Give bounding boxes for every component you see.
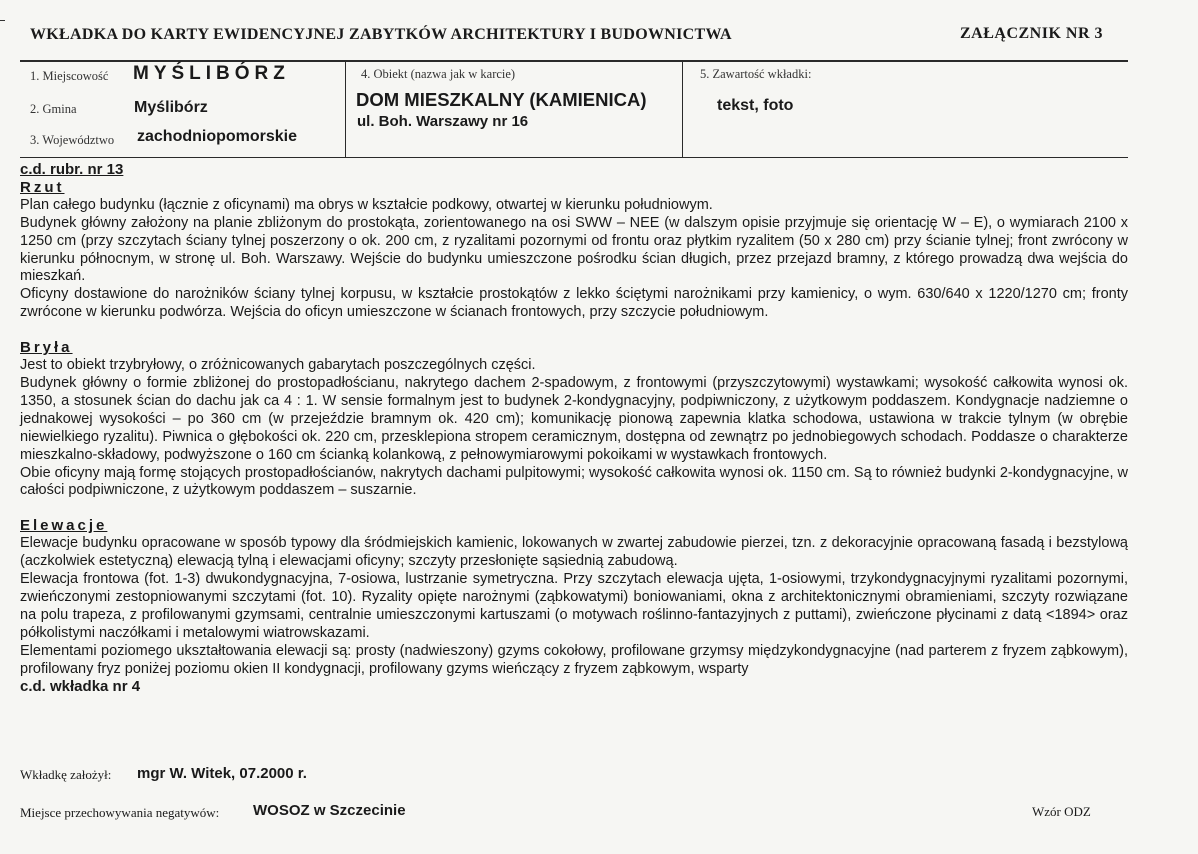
commune-label: 2. Gmina: [30, 102, 77, 116]
elewacje-paragraph-1: Elewacje budynku opracowane w sposób typowy dla śródmiejskich kamienic, lokowanych w zwartej zabudowie pierzei, tzn. z dekoracyjnie opracowaną fasadą i bezstylową (aczkolwiek estetyczną) elewacją tylną i elewacjami oficyny; szczyty przesłonięte sąsiednią zabudową.: [20, 535, 1128, 570]
next-insert-reference: c.d. wkładka nr 4: [20, 678, 141, 696]
object-label: 4. Obiekt (nazwa jak w karcie): [361, 67, 516, 81]
section-heading-elewacje: Elewacje: [20, 517, 108, 535]
elewacje-paragraph-2: Elewacja frontowa (fot. 1-3) dwukondygnacyjna, 7-osiowa, lustrzanie symetryczna. Przy szczytach elewacja ujęta, 1-osiowymi, trzykondygnacyjnymi ryzalitami pozornymi, zwieńczonymi zestopniowanymi szczytami (fot. 10). Ryzality opięte narożnymi (ząbkowatymi) boniowaniami, okna z architektonicznymi obramieniami, szczyty rozwiązane na polu trapeza, z profilowanymi gzymsami, centralnie umieszczonymi kartuszami (o motywach roślinno-fantazyjnych z puttami), zwieńczone płycinami z datą <1894> oraz półkolistymi naczółkami i metalowymi wiatrowskazami.: [20, 571, 1128, 641]
author-label: Wkładkę założył:: [20, 767, 112, 782]
author-value: mgr W. Witek, 07.2000 r.: [137, 765, 307, 782]
margin-tick: [0, 20, 5, 21]
rzut-paragraph-3: Oficyny dostawione do narożników ściany tylnej korpusu, w kształcie prostokątów z lekko ściętymi narożnikami przy kamienicy, o wym. 630/640 x 1220/1270 cm; fronty zwrócone w kierunku podwórza. Wejścia do oficyn umieszczone w ścianach frontowych, przy szczycie południowym.: [20, 286, 1128, 321]
table-top-rule: [20, 60, 1128, 62]
column-divider-1: [345, 61, 346, 157]
section-heading-bryla: Bryła: [20, 339, 73, 357]
commune-value: Myślibórz: [134, 99, 208, 116]
attachment-number: ZAŁĄCZNIK NR 3: [960, 25, 1104, 42]
bryla-paragraph-2: Budynek główny o formie zbliżonej do prostopadłościanu, nakrytego dachem 2-spadowym, z frontowymi (przyszczytowymi) wystawkami; wysokość całkowita wynosi ok. 1350, a stosunek ścian do dachu jak ca 4 : 1. W sensie formalnym jest to budynek 2-kondygnacyjny, podpiwniczony, z użytkowym poddaszem. Kondygnacje nadziemne o jednakowej wysokości – po 360 cm (w przejeździe bramnym ok. 420 cm); komunikację pionową zapewnia klatka schodowa, ustawiona w trakcie tylnym (w obrębie niewielkiego ryzalitu). Piwnica o głębokości ok. 220 cm, przesklepiona stropem ceramicznym, dostępna od zewnątrz po jednobiegowych schodach. Poddasze o charakterze mieszkalno-składowy, podwyższone o 160 cm ścianką kolankową, z pełnowymiarowymi pokoikami w wystawkach frontowych.: [20, 374, 1128, 463]
locality-value: MYŚLIBÓRZ: [133, 63, 290, 84]
template-code: Wzór ODZ: [1032, 804, 1091, 819]
bryla-paragraph-1: Jest to obiekt trzybryłowy, o zróżnicowanych gabarytach poszczególnych części.: [20, 357, 536, 374]
continuation-heading: c.d. rubr. nr 13: [20, 161, 124, 178]
description-body: [20, 161, 1128, 696]
elewacje-paragraph-3: Elementami poziomego ukształtowania elewacji są: prosty (nadwieszony) gzyms cokołowy, profilowane grzymsy międzykondygnacyjne (nad parterem z fryzem ząbkowym), profilowany fryz poniżej poziomu okien II kondygnacji, profilowany gzyms wieńczący z fryzem ząbkowym, wsparty: [20, 642, 1128, 677]
locality-label: 1. Miejscowość: [30, 69, 109, 83]
content-value: tekst, foto: [717, 97, 794, 114]
column-divider-2: [682, 61, 683, 157]
bryla-paragraph-3: Obie oficyny mają formę stojących prostopadłościanów, nakrytych dachami pulpitowymi; wysokość całkowita wynosi ok. 1150 cm. Są to również budynki 2-kondygnacyjne, w całości podpiwniczone, z użytkowym poddaszem – suszarnie.: [20, 464, 1128, 499]
rzut-paragraph-1: Plan całego budynku (łącznie z oficynami) ma obrys w kształcie podkowy, otwartej w kierunku południowym.: [20, 196, 713, 213]
storage-value: WOSOZ w Szczecinie: [253, 802, 406, 819]
object-name: DOM MIESZKALNY (KAMIENICA): [356, 89, 647, 110]
form-title: WKŁADKA DO KARTY EWIDENCYJNEJ ZABYTKÓW ARCHITEKTURY I BUDOWNICTWA: [30, 26, 732, 43]
voivodeship-value: zachodniopomorskie: [137, 128, 298, 145]
voivodeship-label: 3. Województwo: [30, 133, 115, 147]
section-heading-rzut: Rzut: [20, 178, 65, 196]
storage-label: Miejsce przechowywania negatywów:: [20, 805, 220, 820]
rzut-paragraph-2: Budynek główny założony na planie zbliżonym do prostokąta, zorientowanego na osi SWW – NEE (w dalszym opisie przyjmuje się orientację W – E), o wymiarach 2100 x 1250 cm (przy szczytach ściany tylnej poszerzony o ok. 200 cm, z ryzalitami pozornymi od frontu oraz płytkim ryzalitem (50 x 280 cm) przy ścianie tylnej; front zwrócony w kierunku północnym, w stronę ul. Boh. Warszawy. Wejście do budynku umieszczone pośrodku ścian długich, przez przejazd bramny, z którego prowadzą dwa wejścia do mieszkań.: [20, 214, 1128, 285]
content-label: 5. Zawartość wkładki:: [700, 67, 812, 81]
object-address: ul. Boh. Warszawy nr 16: [357, 113, 529, 130]
table-bottom-rule: [20, 157, 1128, 158]
